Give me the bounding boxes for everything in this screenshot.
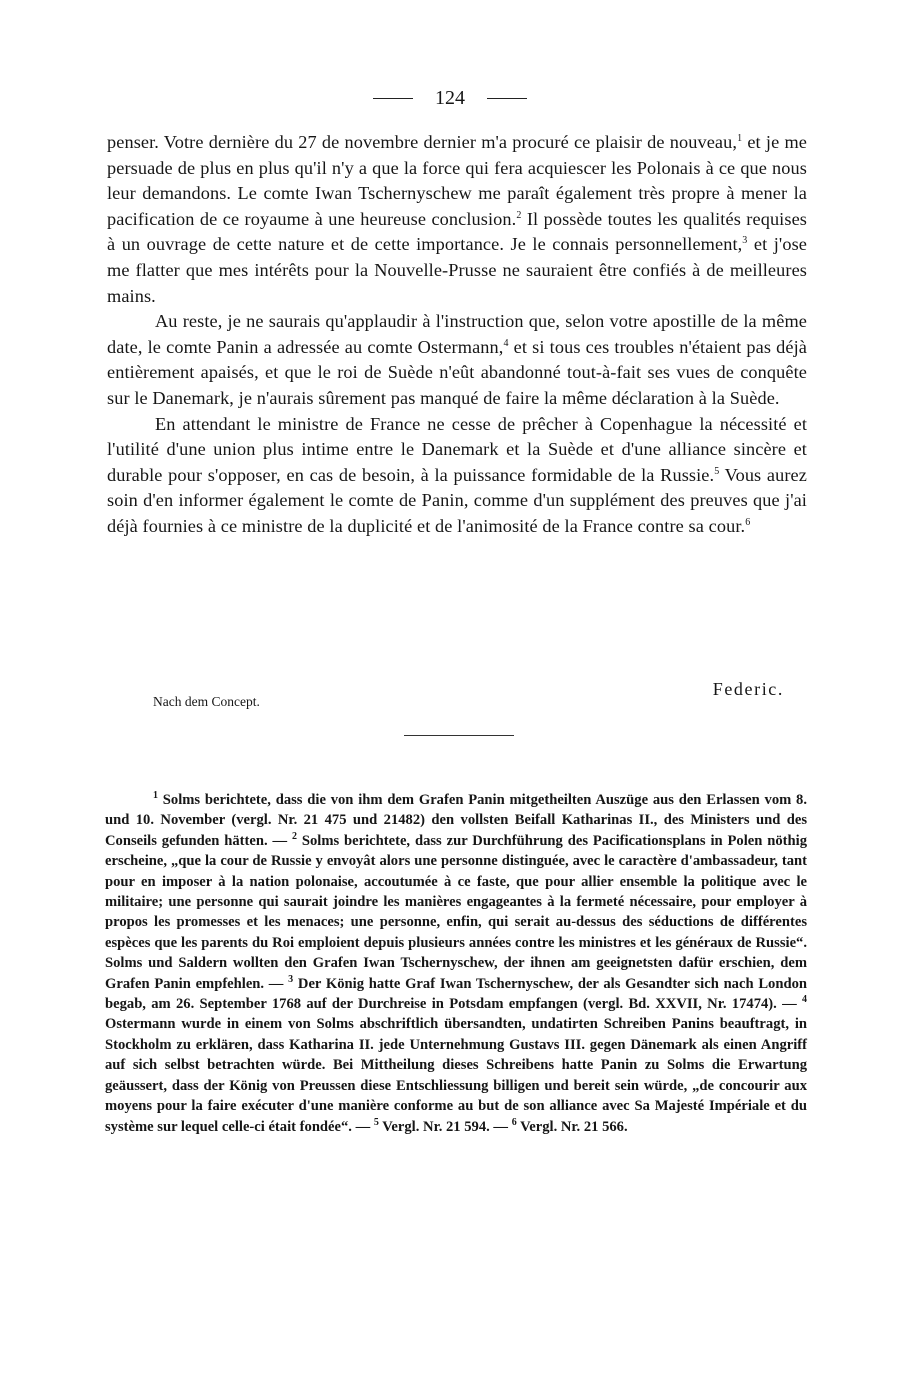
- paragraph-3: En attendant le ministre de France ne cesse de prêcher à Copenhague la nécessité et l'utilité d'une union plus intime entre le Danemark et la Suède et d'une alliance sincère et durable pour s'opposer, en cas de besoin, à la puissance formidable de la Russie.$^5$ Vous aurez soin d'en informer également le comte de Panin, comme d'un supplément des preuves que j'ai déjà fournies à ce ministre de la duplicité et de l'animosité de la France contre sa cour.$^6$: [107, 413, 807, 536]
- paragraph-2: Au reste, je ne saurais qu'applaudir à l'instruction que, selon votre apostille de la même date, le comte Panin a adressée au comte Ostermann,$^4$ et si tous ces troubles n'étaient pas déjà entièrement apaisés, et que le roi de Suède n'eût abandonné tout-à-fait ses vues de conquête sur le Danemark, je n'aurais sûrement pas manqué de faire la même déclaration à la Suède.: [107, 311, 807, 408]
- page-number: 124: [435, 87, 465, 109]
- footnote-divider: [404, 735, 514, 736]
- footnote-ref-1: 1: [737, 132, 743, 144]
- footnote-1: Solms berichtete, dass die von ihm dem Grafen Panin mitgetheilten Auszüge aus den Erlassen vom 8. und 10. November (vergl. Nr. 21 475 und 21482) den vollsten Beifall Katharinas II., des Ministers und des Conseils gefunden hätten. —: [105, 792, 807, 849]
- footnote-marker-1: 1: [153, 790, 158, 802]
- footnote-marker-3: 3: [288, 973, 294, 985]
- footnote-5: Vergl. Nr. 21 594. —: [378, 1118, 512, 1135]
- footnote-block: [105, 790, 807, 1137]
- footnote-ref-6: 6: [745, 516, 751, 528]
- footnote-3: Der König hatte Graf Iwan Tschernyschew, der als Gesandter sich nach London begab, am 26. September 1768 auf der Durchreise in Potsdam empfangen (vergl. Bd. XXVII, Nr. 17474). —: [105, 975, 807, 1013]
- footnote-ref-2: 2: [516, 209, 522, 221]
- footnote-marker-6: 6: [511, 1116, 517, 1128]
- footnotes: [105, 790, 807, 1137]
- footnote-ref-5: 5: [714, 465, 720, 477]
- footnote-marker-5: 5: [373, 1116, 379, 1128]
- source-note: Nach dem Concept.: [153, 694, 260, 709]
- footnote-ref-4: 4: [503, 337, 509, 349]
- paragraph-1: penser. Votre dernière du 27 de novembre dernier m'a procuré ce plaisir de nouveau,$^1$ et je me persuade de plus en plus qu'il n'y a que la force qui fera acquiescer les Polonais à ce que nous leur demandons. Le comte Iwan Tschernyschew me paraît également très propre à mener la pacification de ce royaume à une heureuse conclusion.$^2$ Il possède toutes les qualités requises à un ouvrage de cette nature et de cette importance. Je le connais personnellement,$^3$ et j'ose me flatter que mes intérêts pour la Nouvelle-Prusse ne sauraient être confiés à de meilleures mains.: [107, 132, 808, 306]
- signature: Federic.: [712, 679, 784, 699]
- header-rule-right: [487, 98, 527, 99]
- letter-body: [107, 130, 807, 540]
- footnote-4: Ostermann wurde in einem von Solms abschriftlich übersandten, undatirten Schreiben Panins beauftragt, in Stockholm zu erklären, dass Katharina II. jede Unternehmung Gustavs III. gegen Dänemark als einen Angriff auf sich selbst betrachten würde. Bei Mittheilung dieses Schreibens hatte Panin zu Solms die Erwartung geäussert, dass der König von Preussen diese Entschliessung billigen und bereit sein würde, „de concourir aux moyens pour la faire exécuter d'une manière conforme au but de son alliance avec Sa Majesté Impériale et du système sur lequel celle-ci était fondée“. —: [105, 1016, 807, 1135]
- closing: [107, 679, 807, 709]
- footnote-marker-4: 4: [802, 994, 807, 1006]
- footnote-2: Solms berichtete, dass zur Durchführung des Pacificationsplans in Polen nöthig erscheine, „que la cour de Russie y envoyât alors une personne distinguée, avec le caractère d'ambassadeur, tant pour en imposer à la nation polonaise, accoutumée à ce faste, que pour allier ensemble la politique avec le militaire; une personne qui saurait joindre les manières engageantes à la fermeté nécessaire, pour employer à propos les promesses et les menaces; une personne, enfin, qui serait au-dessus des séductions de différentes espèces que les parents du Roi emploient depuis plusieurs années contre les ministres et les généraux de Russie“. Solms und Saldern wollten den Grafen Iwan Tschernyschew, der ihnen am geeignetsten dafür erschien, dem Grafen Panin empfehlen. —: [105, 832, 807, 992]
- header-rule-left: [373, 98, 413, 99]
- page-number-header: [0, 84, 900, 112]
- footnote-6: Vergl. Nr. 21 566.: [516, 1118, 628, 1135]
- footnote-ref-3: 3: [742, 235, 748, 247]
- footnote-marker-2: 2: [291, 830, 297, 842]
